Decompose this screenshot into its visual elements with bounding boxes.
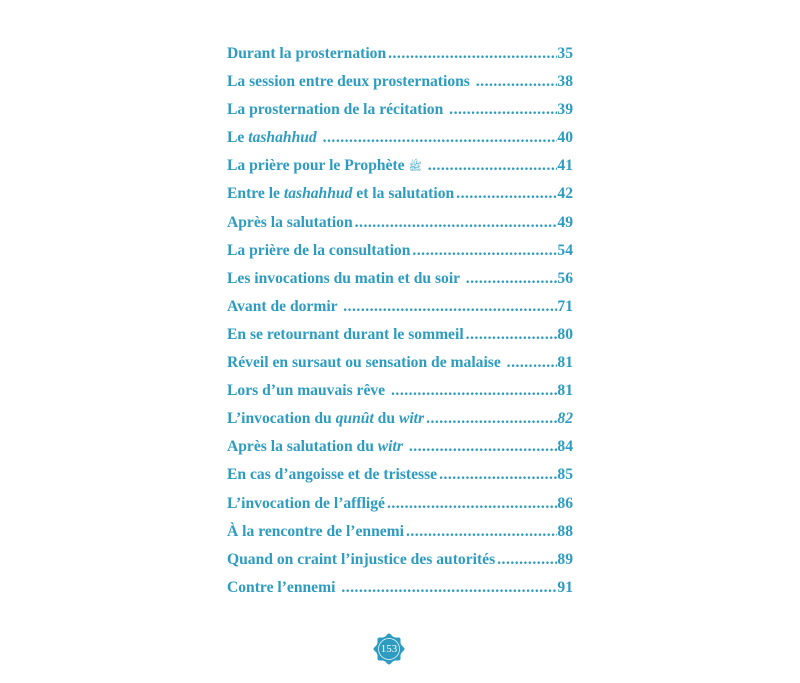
- toc-title-italic-part: tashahhud: [248, 129, 317, 147]
- toc-page-number: 41: [557, 157, 573, 175]
- toc-entry: [227, 152, 573, 180]
- toc-entry-title: [227, 124, 321, 152]
- toc-entry-title: [227, 321, 464, 349]
- toc-leader-dots: [464, 265, 558, 293]
- page-number-badge: [372, 632, 406, 666]
- toc-entry-title: [227, 152, 426, 180]
- toc-title-part: À la rencontre de l’ennemi: [227, 522, 404, 540]
- toc-title-part: Entre le: [227, 185, 284, 203]
- toc-title-part: Réveil en sursaut ou sensation de malaise: [227, 354, 505, 372]
- toc-leader-dots: [424, 405, 557, 433]
- toc-entry-title: [227, 96, 447, 124]
- toc-leader-dots: [505, 349, 558, 377]
- toc-page-number: 85: [557, 466, 573, 484]
- toc-leader-dots: [464, 321, 558, 349]
- toc-entry: [227, 461, 573, 489]
- toc-title-italic-part: qunût: [335, 410, 374, 428]
- toc-title-part: Le: [227, 129, 249, 147]
- toc-title-part: ﷺ: [408, 161, 422, 174]
- toc-title-italic-part: witr: [377, 438, 403, 456]
- toc-leader-dots: [474, 68, 558, 96]
- toc-title-italic-part: tashahhud: [283, 185, 353, 203]
- toc-page-number: 80: [557, 325, 573, 343]
- toc-entry: [227, 209, 573, 237]
- toc-title-part: L’invocation de l’affligé: [227, 494, 385, 512]
- toc-entry: [227, 68, 573, 96]
- toc-leader-dots: [410, 237, 557, 265]
- toc-entry: [227, 96, 573, 124]
- toc-title-part: En cas d’angoisse et de tristesse: [227, 466, 438, 484]
- toc-page-number: 38: [557, 73, 573, 91]
- toc-page-number: 88: [557, 522, 573, 540]
- toc-leader-dots: [341, 293, 557, 321]
- toc-page-number: 89: [557, 550, 573, 568]
- toc-entry: [227, 377, 573, 405]
- toc-title-part: La session entre deux prosternations: [227, 73, 474, 91]
- toc-page-number: 84: [557, 438, 573, 456]
- toc-page-number: 91: [557, 578, 573, 596]
- toc-title-part: Lors d’un mauvais rêve: [227, 382, 390, 400]
- toc-entry: [227, 321, 573, 349]
- toc-entry: [227, 180, 573, 208]
- toc-leader-dots: [353, 209, 558, 237]
- toc-page-number: 40: [557, 129, 573, 147]
- toc-entry-title: [227, 490, 385, 518]
- page-number: 153: [380, 643, 398, 655]
- toc-title-part: Après la salutation du: [227, 438, 378, 456]
- toc-title-part: Les invocations du matin et du soir: [227, 269, 464, 287]
- toc-entry: [227, 490, 573, 518]
- toc-page-number: 54: [557, 241, 573, 259]
- toc-entry-title: [227, 461, 437, 489]
- toc-entry: [227, 124, 573, 152]
- toc-leader-dots: [389, 377, 557, 405]
- toc-title-part: et la salutation: [352, 185, 455, 203]
- toc-leader-dots: [437, 461, 557, 489]
- toc-entry: [227, 518, 573, 546]
- toc-title-part: La prière pour le Prophète: [227, 157, 409, 175]
- toc-title-part: La prière de la consultation: [227, 241, 411, 259]
- toc-entry-title: [227, 293, 341, 321]
- toc-leader-dots: [404, 518, 557, 546]
- toc-title-part: Contre l’ennemi: [227, 578, 340, 596]
- toc-entry-title: [227, 518, 404, 546]
- toc-page-number: 56: [557, 269, 573, 287]
- toc-title-part: Quand on craint l’injustice des autorités: [227, 550, 496, 568]
- toc-leader-dots: [339, 574, 557, 602]
- toc-title-part: Durant la prosternation: [227, 45, 387, 62]
- toc-entry-title: [227, 433, 407, 461]
- toc-page-number: 86: [557, 494, 573, 512]
- toc-title-italic-part: witr: [398, 410, 425, 428]
- toc-entry-title: [227, 574, 339, 602]
- toc-entry-title: [227, 237, 410, 265]
- toc-entry-title: [227, 180, 454, 208]
- toc-page-number: 81: [557, 354, 573, 372]
- toc-leader-dots: [386, 40, 557, 68]
- toc-leader-dots: [426, 152, 558, 180]
- toc-entry-title: [227, 546, 495, 574]
- toc-entry-title: [227, 40, 386, 68]
- toc-leader-dots: [447, 96, 557, 124]
- toc-title-part: L’invocation du: [227, 410, 336, 428]
- toc-entry-title: [227, 377, 389, 405]
- toc-leader-dots: [407, 433, 558, 461]
- toc-page-number: 39: [557, 101, 573, 119]
- toc-title-part: En se retournant durant le sommeil: [227, 325, 464, 343]
- toc-leader-dots: [385, 490, 557, 518]
- toc-entry: [227, 237, 573, 265]
- toc-title-part: Après la salutation: [227, 213, 353, 231]
- toc-title-part: Avant de dormir: [227, 297, 342, 315]
- toc-leader-dots: [321, 124, 558, 152]
- toc-title-part: La prosternation de la récitation: [227, 101, 448, 119]
- toc-page-number: 35: [557, 45, 573, 62]
- toc-entry-title: [227, 209, 353, 237]
- toc-page-number: 42: [557, 185, 573, 203]
- toc-page-number: 71: [557, 297, 573, 315]
- toc-entry-title: [227, 349, 505, 377]
- toc-page-number: 49: [557, 213, 573, 231]
- toc-entry-title: [227, 405, 424, 433]
- toc-page-number: 82: [557, 410, 573, 428]
- toc-leader-dots: [454, 180, 557, 208]
- toc-entry-title: [227, 68, 474, 96]
- toc-entry: [227, 574, 573, 602]
- toc-entry: [227, 405, 573, 433]
- toc-entry-title: [227, 265, 464, 293]
- toc-leader-dots: [495, 546, 557, 574]
- toc-title-part: du: [373, 410, 399, 428]
- toc-entry: [227, 433, 573, 461]
- toc-entry: [227, 40, 573, 68]
- toc-entry: [227, 546, 573, 574]
- toc-page-number: 81: [557, 382, 573, 400]
- toc-entry: [227, 293, 573, 321]
- toc-entry: [227, 349, 573, 377]
- toc-entry: [227, 265, 573, 293]
- table-of-contents: [227, 40, 573, 602]
